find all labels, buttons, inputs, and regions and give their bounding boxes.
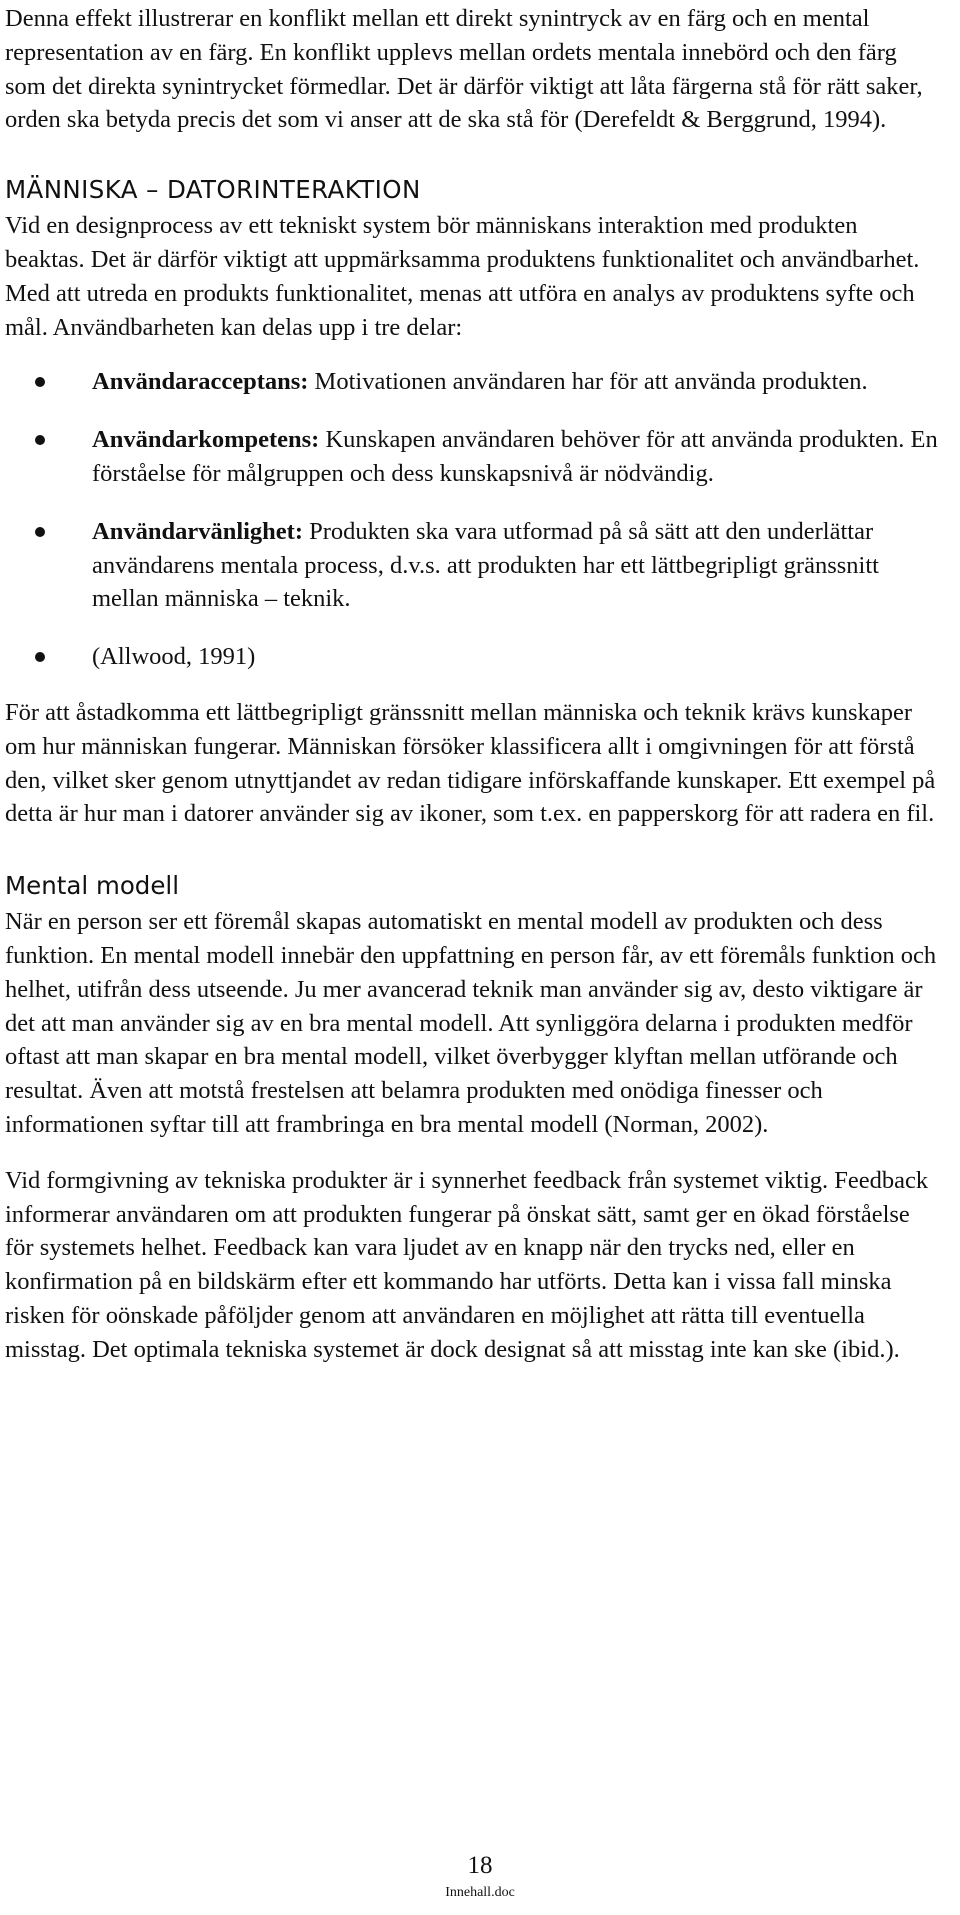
bullet-icon [35,527,45,537]
list-item-text: Kunskapen användaren behöver för att använda produkten. En förståelse för målgruppen och dess kunskapsnivå är nödvändig. [92,426,938,487]
bullet-icon [35,652,45,662]
list-item [5,515,942,616]
page-number: 18 [467,1852,493,1879]
list-item [5,640,942,674]
list-item-term: Användaracceptans: [92,368,309,396]
list-item-text: (Allwood, 1991) [92,643,256,671]
list-item [5,365,942,399]
hci-paragraph-after-list: För att åstadkomma ett lättbegripligt gränssnitt mellan människa och teknik krävs kunskaper om hur människan fungerar. Människan försöker klassificera allt i omgivningen för att förstå den, vilket sker genom utnyttjandet av redan tidigare införskaffande kunskaper. Ett exempel på detta är hur man i datorer använder sig av ikoner, som t.ex. en papperskorg för att radera en fil. [5,698,936,828]
intro-paragraph: Denna effekt illustrerar en konflikt mellan ett direkt synintryck av en färg och en mental representation av en färg. En konflikt upplevs mellan ordets mentala innebörd och den färg som det direkta synintrycket förmedlar. Det är därför viktigt att låta färgerna stå för rätt saker, orden ska betyda precis det som vi anser att de ska stå för (Derefeldt & Berggrund, 1994). [5,5,923,134]
bullet-icon [35,377,45,387]
mental-model-paragraph-2: Vid formgivning av tekniska produkter är i synnerhet feedback från systemet viktig. Feedback informerar användaren om att produkten fungerar på önskat sätt, samt ger en ökad förståelse för systemets helhet. Feedback kan vara ljudet av en knapp när den trycks ned, eller en konfirmation på en bildskärm efter ett kommando har utförts. Detta kan i vissa fall minska risken för oönskade påföljder genom att användaren en möjlighet att rätta till eventuella misstag. Det optimala tekniska systemet är dock designat så att misstag inte kan ske (ibid.). [5,1166,929,1363]
hci-paragraph: Vid en designprocess av ett tekniskt system bör människans interaktion med produkten beaktas. Det är därför viktigt att uppmärksamma produktens funktionalitet och användbarhet. Med att utreda en produkts funktionalitet, menas att utföra en analys av produktens syfte och mål. Användbarheten kan delas upp i tre delar: [5,212,920,341]
list-item-text: Motivationen användaren har för att använda produkten. [308,368,868,396]
usability-list [5,365,942,674]
section-heading-mental-model: Mental modell [5,871,180,901]
bullet-icon [35,435,45,445]
list-item [5,423,942,491]
section-heading-hci: MÄNNISKA – DATORINTERAKTION [5,175,421,205]
mental-model-paragraph-1: När en person ser ett föremål skapas automatiskt en mental modell av produkten och dess funktion. En mental modell innebär den uppfattning en person får, av ett föremåls funktion och helhet, utifrån dess utseende. Ju mer avancerad teknik man använder sig av, desto viktigare är det att man använder sig av en bra mental modell. Att synliggöra delarna i produkten medför oftast att man skapar en bra mental modell, vilket överbygger klyftan mellan utförande och resultat. Även att motstå frestelsen att belamra produkten med onödiga finesser och informationen syftar till att frambringa en bra mental modell (Norman, 2002). [5,908,937,1138]
list-item-term: Användarkompetens: [92,426,320,454]
list-item-term: Användarvänlighet: [92,517,304,545]
footer-filename: Innehall.doc [445,1885,515,1900]
list-item-text: Produkten ska vara utformad på så sätt att den underlättar användarens mentala process, d.v.s. att produkten har ett lättbegripligt gränssnitt mellan människa – teknik. [92,517,879,613]
